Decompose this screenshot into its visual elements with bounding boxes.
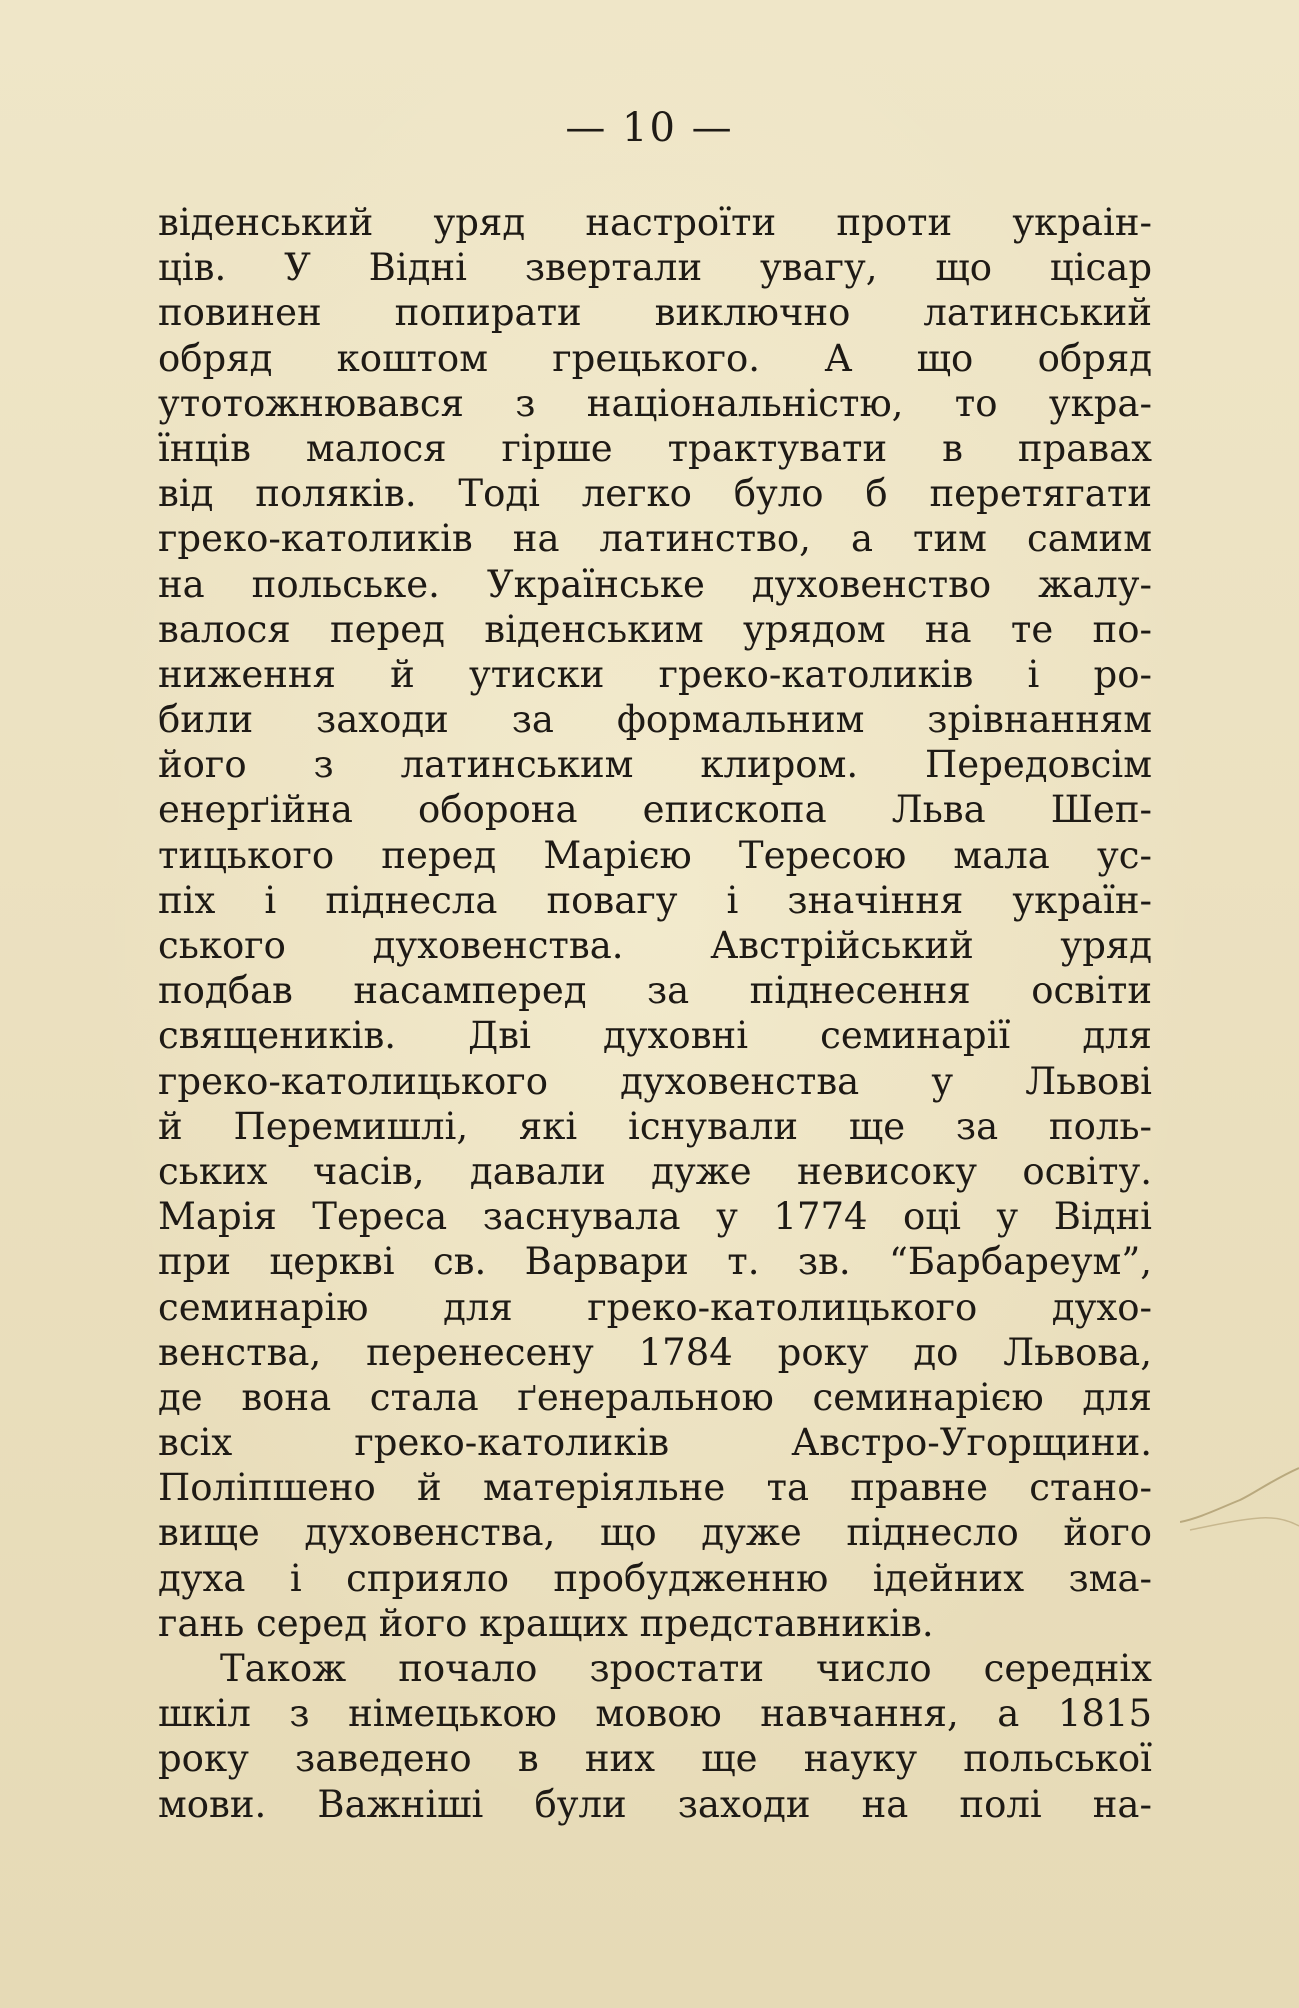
text-line: всіх греко-католиків Австро-Угорщини. <box>158 1421 1152 1465</box>
text-line: їнців малося гірше трактувати в правах <box>158 426 1152 470</box>
text-line: били заходи за формальним зрівнанням <box>158 698 1152 742</box>
text-line: повинен попирати виключно латинський <box>158 291 1152 335</box>
text-line: духа і сприяло пробудженню ідейних зма- <box>158 1556 1152 1600</box>
text-line: Також почало зростати число середніх <box>220 1647 1152 1690</box>
text-line: ців. У Відні звертали увагу, що цісар <box>158 246 1152 290</box>
text-line: й Перемишлі, які існували ще за поль- <box>158 1104 1152 1148</box>
text-line: валося перед віденським урядом на те по- <box>158 607 1152 651</box>
text-line: віденський уряд настроїти проти украін- <box>158 201 1152 244</box>
text-line: тицького перед Марією Тересою мала ус- <box>158 833 1152 877</box>
text-line: венства, перенесену 1784 року до Львова, <box>158 1330 1152 1374</box>
text-line: священиків. Дві духовні семинарії для <box>158 1014 1152 1058</box>
text-line: на польське. Українське духовенство жалу- <box>158 562 1152 606</box>
text-line: від поляків. Тоді легко було б перетягати <box>158 472 1152 516</box>
text-line: мови. Важніші були заходи на полі на- <box>158 1782 1152 1826</box>
text-line: обряд коштом грецького. А що обряд <box>158 336 1152 380</box>
text-line: де вона стала ґенеральною семинарією для <box>158 1375 1152 1419</box>
text-line: енерґійна оборона епископа Льва Шеп- <box>158 788 1152 832</box>
text-line: Марія Тереса заснувала у 1774 оці у Відні <box>158 1195 1152 1239</box>
text-line: ниження й утиски греко-католиків і ро- <box>158 652 1152 696</box>
text-line: ських часів, давали дуже невисоку освіту. <box>158 1149 1152 1193</box>
page-tear-mark <box>1180 1460 1299 1570</box>
text-line: ського духовенства. Австрійський уряд <box>158 924 1152 967</box>
text-line: утотожнювався з національністю, то укра- <box>158 381 1152 425</box>
text-line: Поліпшено й матеріяльне та правне стано- <box>158 1466 1152 1510</box>
text-line: греко-католиків на латинство, а тим самим <box>158 517 1152 561</box>
text-line: греко-католицького духовенства у Львові <box>158 1059 1152 1103</box>
text-line: при церкві св. Варвари т. зв. “Барбареум”, <box>158 1240 1152 1284</box>
text-line: вище духовенства, що дуже піднесло його <box>158 1511 1152 1555</box>
text-line: року заведено в них ще науку польської <box>158 1737 1152 1781</box>
page-number: — 10 — <box>565 105 734 151</box>
text-line: гань серед його кращих представників. <box>158 1601 934 1645</box>
text-line: шкіл з німецькою мовою навчання, а 1815 <box>158 1692 1152 1736</box>
text-line: його з латинським клиром. Передовсім <box>158 743 1152 787</box>
body-text <box>158 200 1152 1827</box>
text-line: піх і піднесла повагу і значіння україн- <box>158 878 1152 922</box>
text-line: подбав насамперед за піднесення освіти <box>158 969 1152 1013</box>
text-line: семинарію для греко-католицького духо- <box>158 1285 1152 1329</box>
